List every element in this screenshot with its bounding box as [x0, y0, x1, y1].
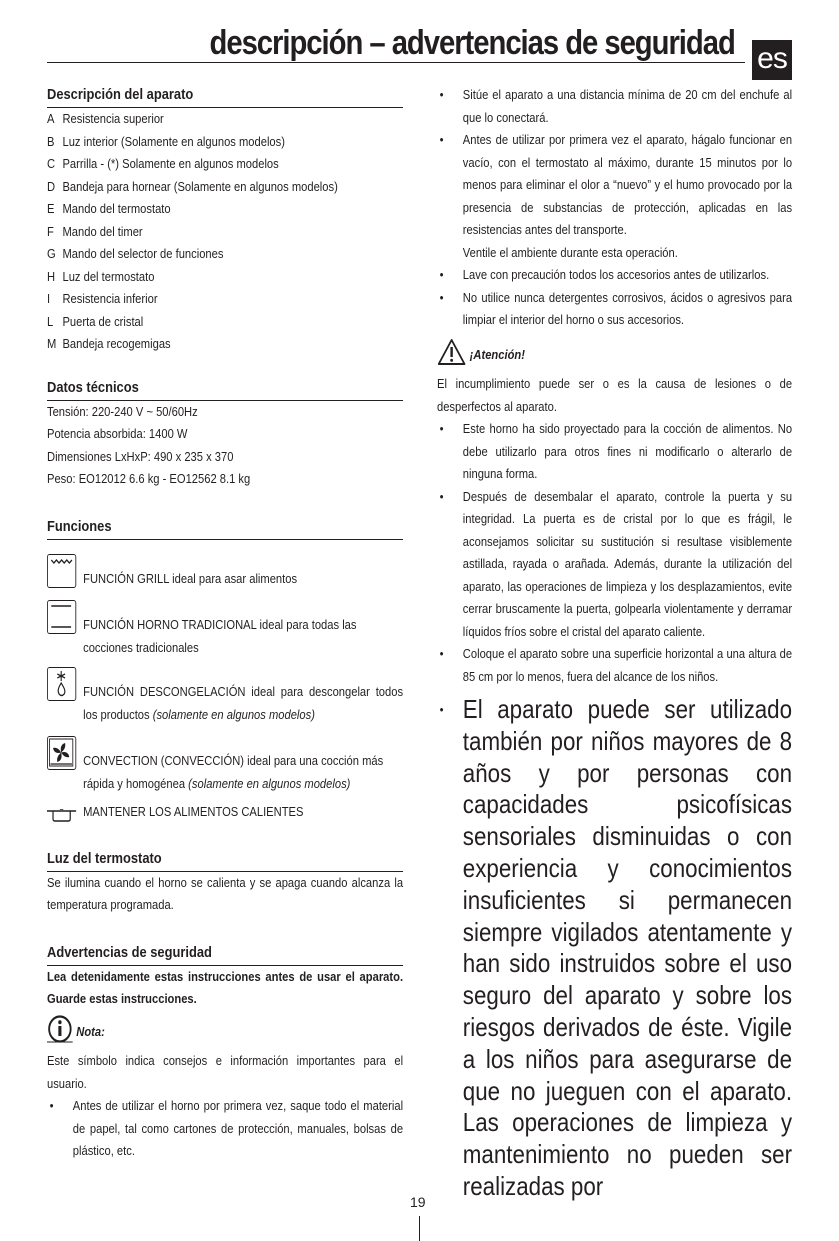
- safety-bullet: • Este horno ha sido proyectado para la cocción de alimentos. No debe utilizarlo para otros fines ni modificarlo o alterarlo de ninguna forma.: [439, 421, 793, 481]
- function-grill: FUNCIÓN GRILL ideal para asar alimentos: [47, 554, 403, 591]
- safety-bullet: • Después de desembalar el aparato, controle la puerta y su integridad. La puerta es de cristal por lo que es frágil, le aconsejamos solicitar su sustitución si resultase visiblemente astillada, rayada o arañada. Además, durante la utilización del aparato, las operaciones de limpieza y los desplazamientos, evite cerrar bruscamente la puerta, golpearla violentamente y derramar líquidos fríos sobre el cristal del aparato caliente.: [439, 488, 793, 639]
- tech-heading: Datos técnicos: [47, 377, 403, 401]
- warning-icon: [437, 338, 466, 374]
- function-traditional: FUNCIÓN HORNO TRADICIONAL ideal para todas las cocciones tradicionales: [47, 600, 403, 659]
- note-heading: Nota:: [47, 1015, 403, 1051]
- safety-bullet: • Antes de utilizar el horno por primera vez, saque todo el material de papel, tal como cartones de protección, manuales, bolsas de plástico, etc.: [49, 1098, 404, 1158]
- safety-bullet: • Antes de utilizar por primera vez el aparato, hágalo funcionar en vacío, con el termostato al máximo, durante 15 minutos por lo menos para eliminar el olor a “nuevo” y el humo provocado por la presencia de substancias de protección, aplicadas en las resistencias antes del transporte. Ventile el ambiente durante esta operación.: [439, 132, 793, 260]
- safety-bullet: • Sitúe el aparato a una distancia mínima de 20 cm del enchufe al que lo conectará.: [439, 87, 793, 125]
- children-safety-bullet: • El aparato puede ser utilizado también por niños mayores de 8 años y por personas con capacidades psicofísicas sensoriales disminuidas o con experiencia y conocimientos insuficientes si permanecen siempre vigilados atentamente y han sido instruidos sobre el uso seguro del aparato y sobre los riesgos derivados de éste. Vigile a los niños para asegurarse de que no jueguen con el aparato. Las operaciones de limpieza y mantenimiento no pueden ser realizadas por: [439, 694, 793, 1201]
- top-bottom-heat-icon: [47, 600, 76, 634]
- thermostat-text: Se ilumina cuando el horno se calienta y se apaga cuando alcanza la temperatura programada.: [47, 874, 404, 912]
- tech-voltage: Tensión: 220-240 V ~ 50/60Hz: [47, 403, 198, 419]
- description-item: C Parrilla - (*) Solamente en algunos modelos: [47, 156, 279, 171]
- description-item: M Bandeja recogemigas: [47, 336, 171, 351]
- safety-bullet: • No utilice nunca detergentes corrosivos, ácidos o agresivos para limpiar el interior del horno o sus accesorios.: [439, 289, 793, 327]
- left-column: [47, 84, 403, 1163]
- page-number: 19: [410, 1194, 426, 1210]
- safety-heading: Advertencias de seguridad: [47, 942, 403, 966]
- note-text: Este símbolo indica consejos e información importantes para el usuario.: [47, 1053, 404, 1091]
- functions-heading: Funciones: [47, 516, 403, 540]
- description-item: A Resistencia superior: [47, 111, 164, 126]
- language-badge: es: [752, 40, 792, 80]
- description-item: E Mando del termostato: [47, 201, 171, 216]
- description-list: [47, 108, 403, 356]
- footer-rule: [419, 1216, 420, 1241]
- header-rule: [47, 62, 745, 63]
- description-item: B Luz interior (Solamente en algunos modelos): [47, 133, 285, 149]
- info-icon: [47, 1015, 73, 1051]
- thermostat-heading: Luz del termostato: [47, 848, 403, 872]
- description-item: F Mando del timer: [47, 223, 143, 239]
- right-column: [437, 84, 792, 1203]
- description-item: D Bandeja para hornear (Solamente en algunos modelos): [47, 178, 338, 194]
- function-keep-warm: MANTENER LOS ALIMENTOS CALIENTES: [47, 801, 403, 824]
- tech-dimensions: Dimensiones LxHxP: 490 x 235 x 370: [47, 448, 234, 464]
- description-heading: Descripción del aparato: [47, 84, 403, 108]
- description-item: H Luz del termostato: [47, 268, 155, 284]
- attention-heading: ¡Atención!: [437, 338, 792, 374]
- defrost-icon: [47, 667, 76, 701]
- safety-intro: Lea detenidamente estas instrucciones antes de usar el aparato. Guarde estas instrucciones.: [47, 968, 404, 1006]
- safety-bullet: • Coloque el aparato sobre una superficie horizontal a una altura de 85 cm por lo menos, fuera del alcance de los niños.: [439, 646, 793, 684]
- description-item: L Puerta de cristal: [47, 313, 144, 329]
- description-item: I Resistencia inferior: [47, 291, 158, 306]
- tech-power: Potencia absorbida: 1400 W: [47, 426, 188, 441]
- function-convection: CONVECTION (CONVECCIÓN) ideal para una cocción más rápida y homogénea (solamente en algunos modelos): [47, 736, 403, 795]
- safety-bullet: • Lave con precaución todos los accesorios antes de utilizarlos.: [439, 267, 770, 282]
- fan-icon: [47, 736, 76, 770]
- description-item: G Mando del selector de funciones: [47, 246, 224, 261]
- attention-text: El incumplimiento puede ser o es la causa de lesiones o de desperfectos al aparato.: [437, 376, 793, 414]
- page-title: descripción – advertencias de seguridad: [209, 24, 735, 62]
- grill-icon: [47, 554, 76, 588]
- tech-weight: Peso: EO12012 6.6 kg - EO12562 8.1 kg: [47, 471, 251, 486]
- keep-warm-icon: [47, 808, 76, 820]
- function-defrost: FUNCIÓN DESCONGELACIÓN ideal para descongelar todos los productos (solamente en algunos modelos): [47, 667, 403, 726]
